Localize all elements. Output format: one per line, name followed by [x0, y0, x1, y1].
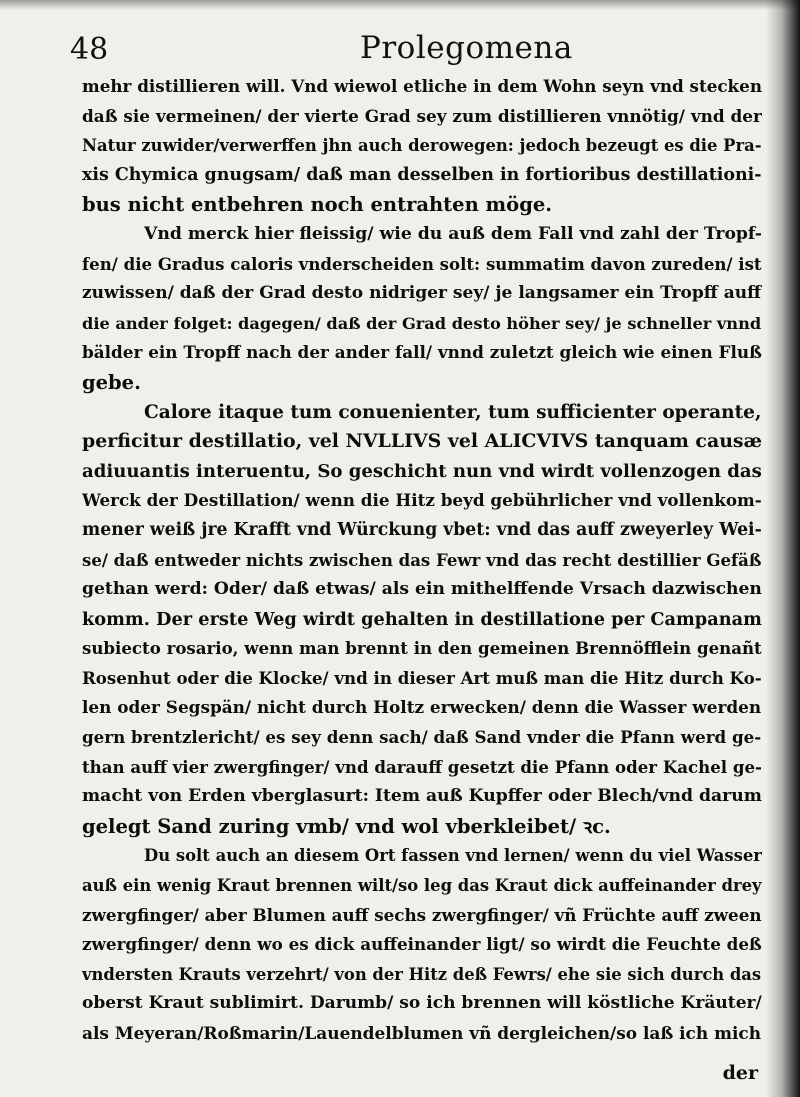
text-line: Rosenhut oder die Klocke/ vnd in dieser Art muß man die Hitz durch Ko- [82, 667, 762, 688]
running-head: Prolegomena [360, 30, 573, 66]
paragraph [82, 841, 762, 1048]
text-line: zwergfinger/ denn wo es dick auffeinander ligt/ so wirdt die Feuchte deß [82, 934, 762, 955]
paragraph [82, 72, 762, 220]
text-line: len oder Segspän/ nicht durch Holtz erwecken/ denn die Wasser werden [82, 697, 762, 718]
text-line: xis Chymica gnugsam/ daß man desselben in fortioribus destillationi- [82, 164, 762, 185]
text-line: Calore itaque tum conuenienter, tum sufficienter operante, [144, 401, 762, 423]
page-header [70, 26, 760, 68]
page-top-shadow [0, 0, 800, 10]
text-line: zwergfinger/ aber Blumen auff sechs zwergfinger/ vñ Früchte auff zween [82, 904, 762, 925]
text-line: macht von Erden vberglasurt: Item auß Kupffer oder Blech/vnd darum [82, 786, 762, 807]
text-line: Werck der Destillation/ wenn die Hitz beyd gebührlicher vnd vollenkom- [82, 490, 762, 511]
page-gutter-shadow [766, 0, 800, 1097]
text-line: auß ein wenig Kraut brennen wilt/so leg das Kraut dick auffeinander drey [82, 876, 762, 896]
text-line: als Meyeran/Roßmarin/Lauendelblumen vñ dergleichen/so laß ich mich [82, 1023, 762, 1043]
text-line: Vnd merck hier fleissig/ wie du auß dem Fall vnd zahl der Tropf- [144, 223, 762, 244]
text-line: gebe. [82, 370, 141, 394]
paragraph [82, 220, 762, 398]
text-line: zuwissen/ daß der Grad desto nidriger sey/ je langsamer ein Tropff auff [82, 283, 762, 304]
paragraph [82, 398, 762, 842]
text-line: Natur zuwider/verwerffen jhn auch derowegen: jedoch bezeugt es die Pra- [82, 136, 762, 156]
text-line: bus nicht entbehren noch entrahten möge. [82, 193, 553, 217]
body-text [82, 72, 762, 1049]
text-line: bälder ein Tropff nach der ander fall/ vnnd zuletzt gleich wie einen Fluß [82, 342, 762, 363]
text-line: gelegt Sand zuring vmb/ vnd wol vberkleibet/ ꝛc. [82, 814, 611, 838]
text-line: gethan werd: Oder/ daß etwas/ als ein mithelffende Vrsach dazwischen [82, 579, 762, 600]
text-line: than auff vier zwergfinger/ vnd darauff gesetzt die Pfann oder Kachel ge- [82, 756, 762, 777]
text-line: daß sie vermeinen/ der vierte Grad sey zum distillieren vnnötig/ vnd der [82, 105, 762, 126]
text-line: oberst Kraut sublimirt. Darumb/ so ich brennen will köstliche Kräuter/ [82, 993, 762, 1014]
text-line: mener weiß jre Krafft vnd Würckung vbet: vnd das auff zweyerley Wei- [82, 519, 762, 540]
text-line: mehr distillieren will. Vnd wiewol etliche in dem Wohn seyn vnd stecken [82, 76, 762, 96]
text-line: perficitur destillatio, vel NVLLIVS vel ALICVIVS tanquam causæ [82, 430, 762, 453]
text-line: subiecto rosario, wenn man brennt in den gemeinen Brennöfflein genañt [82, 638, 762, 659]
catchword: der [722, 1062, 758, 1084]
text-line: fen/ die Gradus caloris vnderscheiden solt: summatim davon zureden/ ist [82, 253, 762, 274]
page-number: 48 [70, 32, 109, 67]
text-line: die ander folget: dagegen/ daß der Grad desto höher sey/ je schneller vnnd [82, 313, 762, 333]
text-line: Du solt auch an diesem Ort fassen vnd lernen/ wenn du viel Wasser [144, 846, 762, 866]
text-line: komm. Der erste Weg wirdt gehalten in destillatione per Campanam [82, 608, 762, 630]
text-line: se/ daß entweder nichts zwischen das Fewr vnd das recht destillier Gefäß [82, 549, 762, 570]
text-line: vndersten Krauts verzehrt/ von der Hitz deß Fewrs/ ehe sie sich durch das [82, 964, 762, 984]
text-line: gern brentzlericht/ es sey denn sach/ daß Sand vnder die Pfann werd ge- [82, 727, 762, 748]
text-line: adiuuantis interuentu, So geschicht nun vnd wirdt vollenzogen das [82, 460, 762, 482]
